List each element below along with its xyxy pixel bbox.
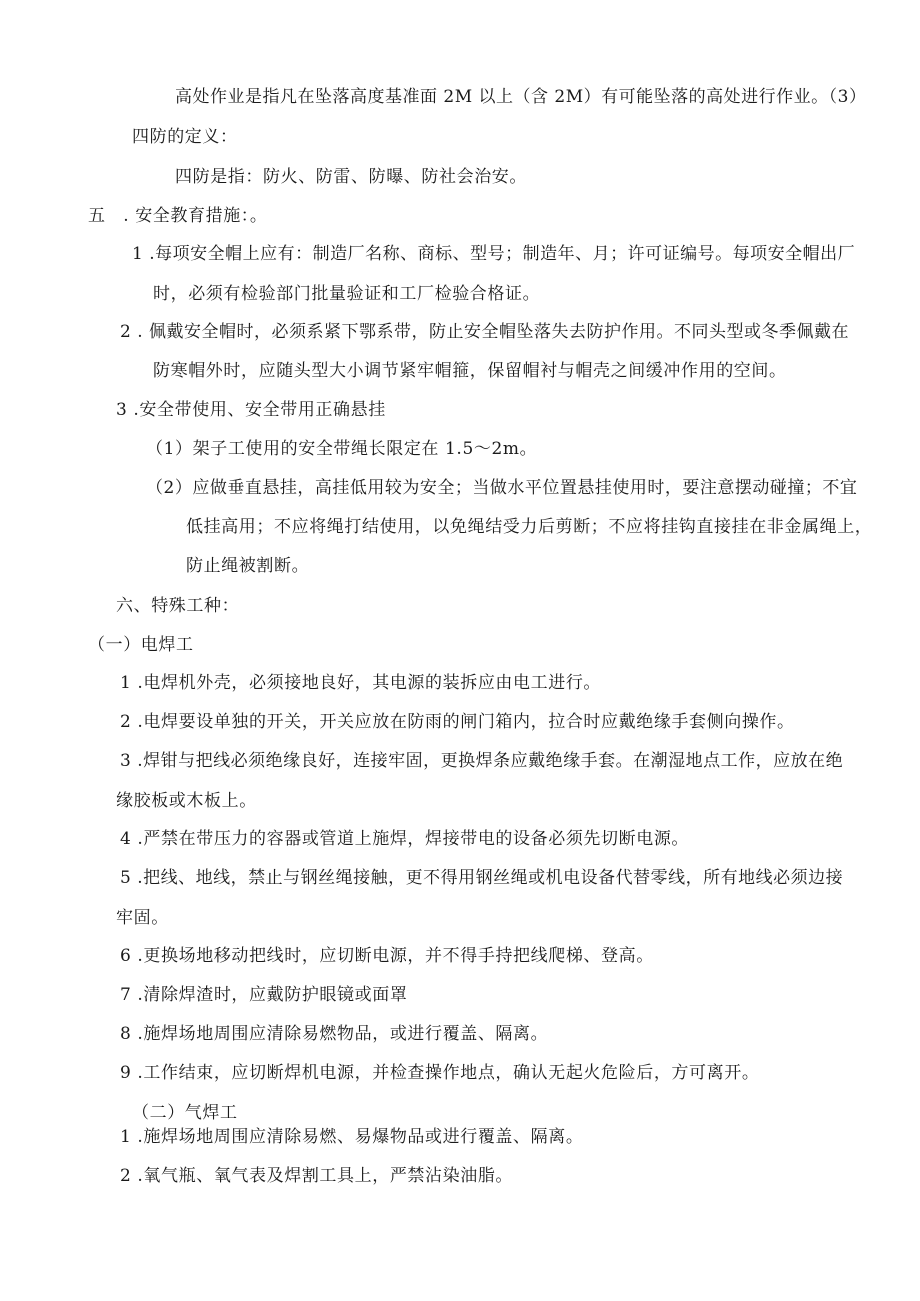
list-item: 6 .更换场地移动把线时，应切断电源，并不得手持把线爬梯、登高。: [120, 946, 654, 966]
list-item: 1 .每项安全帽上应有：制造厂名称、商标、型号；制造年、月；许可证编号。每项安全帽出厂: [132, 244, 856, 264]
subsection-heading: （二）气焊工: [132, 1103, 238, 1123]
list-item: 9 .工作结束，应切断焊机电源，并检查操作地点，确认无起火危险后，方可离开。: [120, 1063, 760, 1083]
text-line: 时，必须有检验部门批量验证和工厂检验合格证。: [153, 284, 541, 304]
list-item: 1 .施焊场地周围应清除易燃、易爆物品或进行覆盖、隔离。: [120, 1127, 584, 1147]
text-line: 牢固。: [116, 908, 169, 928]
section-heading: 五 . 安全教育措施：。: [88, 206, 268, 226]
list-item: （1）架子工使用的安全带绳长限定在 1.5～2m。: [146, 439, 538, 459]
list-item: 3 .焊钳与把线必须绝缘良好，连接牢固，更换焊条应戴绝缘手套。在潮湿地点工作，应放在绝: [120, 751, 844, 771]
list-item: 2 . 佩戴安全帽时，必须系紧下鄂系带，防止安全帽坠落失去防护作用。不同头型或冬季佩戴在: [120, 322, 850, 342]
list-item: 4 .严禁在带压力的容器或管道上施焊，焊接带电的设备必须先切断电源。: [120, 829, 690, 849]
text-line: 四防是指：防火、防雷、防曝、防社会治安。: [175, 167, 527, 187]
list-item: 2 .电焊要设单独的开关，开关应放在防雨的闸门箱内，拉合时应戴绝缘手套侧向操作。: [120, 712, 795, 732]
list-item: 5 .把线、地线，禁止与钢丝绳接触，更不得用钢丝绳或机电设备代替零线，所有地线必须边接: [120, 868, 844, 888]
list-item: （2）应做垂直悬挂，高挂低用较为安全；当做水平位置悬挂使用时，要注意摆动碰撞；不宜: [146, 478, 858, 498]
section-heading: 六、特殊工种：: [116, 596, 240, 616]
list-item: 8 .施焊场地周围应清除易燃物品，或进行覆盖、隔离。: [120, 1024, 549, 1044]
list-item: 2 .氧气瓶、氧气表及焊割工具上，严禁沾染油脂。: [120, 1166, 514, 1186]
text-line: 低挂高用；不应将绳打结使用，以免绳结受力后剪断；不应将挂钩直接挂在非金属绳上，: [186, 517, 873, 537]
list-item: 1 .电焊机外壳，必须接地良好，其电源的装拆应由电工进行。: [120, 673, 602, 693]
text-line: 高处作业是指凡在坠落高度基准面 2M 以上（含 2M）有可能坠落的高处进行作业。（3）: [175, 87, 867, 107]
subsection-heading: （一）电焊工: [88, 635, 194, 655]
text-line: 防止绳被割断。: [186, 556, 310, 576]
text-line: 四防的定义：: [132, 127, 238, 147]
text-line: 防寒帽外时，应随头型大小调节紧牢帽箍，保留帽衬与帽壳之间缓冲作用的空间。: [153, 361, 787, 381]
list-item: 3 .安全带使用、安全带用正确悬挂: [116, 400, 386, 420]
list-item: 7 .清除焊渣时，应戴防护眼镜或面罩: [120, 985, 408, 1005]
text-line: 缘胶板或木板上。: [116, 791, 257, 811]
